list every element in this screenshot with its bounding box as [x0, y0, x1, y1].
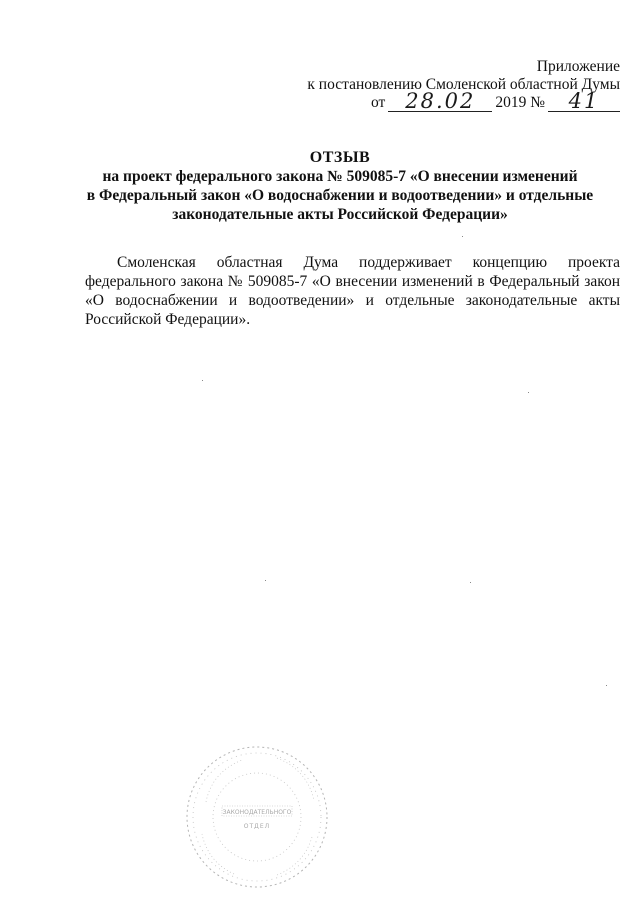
scan-speck — [528, 392, 529, 393]
appendix-label: Приложение — [536, 58, 620, 75]
resolution-reference: к постановлению Смоленской областной Думы — [307, 76, 620, 93]
seal-middle-ring — [193, 753, 321, 881]
scan-speck — [606, 685, 607, 686]
seal-border-text — [202, 758, 314, 875]
appendix-header — [280, 58, 620, 112]
seal-inner-ring — [213, 773, 301, 861]
scan-speck — [265, 580, 266, 581]
document-title — [60, 148, 620, 224]
date-blank — [388, 89, 492, 113]
official-seal — [182, 742, 332, 892]
title-line-3: законодательные акты Российской Федерации» — [172, 206, 508, 223]
date-prefix: от — [371, 94, 386, 111]
doc-type-heading: ОТЗЫВ — [309, 149, 371, 166]
body-paragraph: Смоленская областная Дума поддерживает концепцию проекта федерального закона № 509085-7 «О внесении изменений в Федеральный закон «О водоснабжении и водоотведении» и отдельные законодательные акты Российской Федерации». — [85, 254, 620, 328]
seal-text-line-2: ОТДЕЛ — [243, 823, 271, 830]
title-line-2: в Федеральный закон «О водоснабжении и водоотведении» и отдельные — [86, 187, 594, 204]
scan-speck — [462, 236, 463, 237]
handwritten-date: 28.02 — [405, 89, 476, 113]
title-line-1: на проект федерального закона № 509085-7 «О внесении изменений — [102, 168, 578, 185]
seal-text-line-1: ЗАКОНОДАТЕЛЬНОГО — [222, 809, 292, 816]
date-number-line — [280, 89, 620, 113]
handwritten-number: 41 — [568, 89, 600, 113]
seal-outer-ring — [187, 747, 327, 887]
number-blank — [548, 89, 620, 113]
scan-speck — [202, 380, 203, 381]
scan-speck — [470, 582, 471, 583]
year-number-label: 2019 № — [495, 94, 545, 111]
